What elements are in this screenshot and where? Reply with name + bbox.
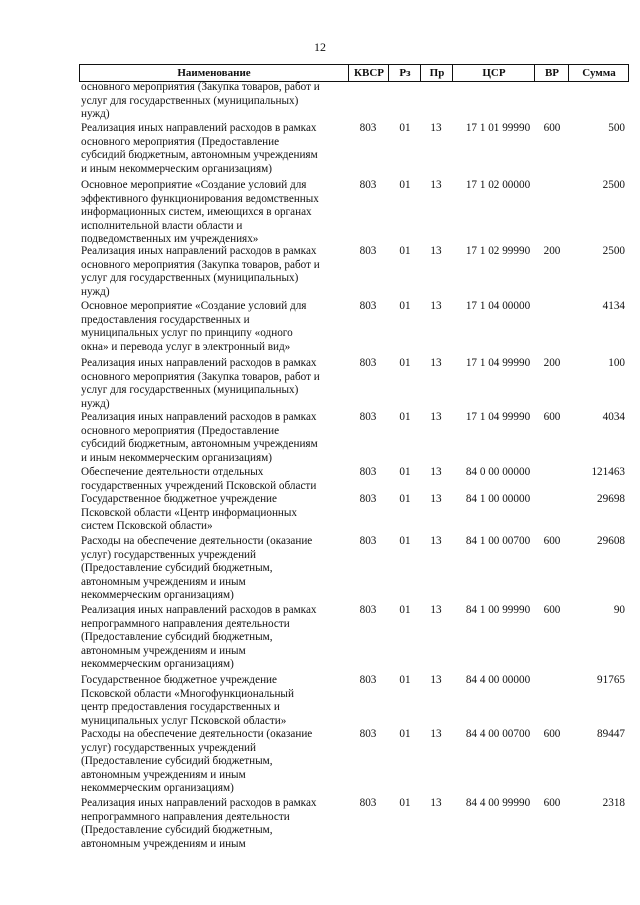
cell-pr: 13	[430, 604, 442, 616]
cell-name-line: систем Псковской области»	[81, 520, 213, 532]
cell-kvsr: 803	[359, 466, 377, 478]
cell-name-line: нужд)	[81, 108, 110, 120]
cell-name-line: предоставления государственных и	[81, 313, 250, 326]
cell-name-line: Основное мероприятие «Создание условий для	[81, 300, 307, 312]
cell-sum: 2500	[602, 245, 625, 257]
cell-pr: 13	[430, 674, 442, 686]
cell-rz: 01	[399, 357, 411, 369]
cell-name-line: Реализация иных направлений расходов в рамках	[81, 411, 317, 423]
cell-pr: 13	[430, 300, 442, 312]
cell-rz: 01	[399, 245, 411, 257]
cell-name-line: центр предоставления государственных и	[81, 701, 280, 713]
cell-name	[81, 466, 346, 493]
cell-name	[81, 411, 346, 465]
cell-name-line: субсидий бюджетным, автономным учреждениям	[81, 149, 318, 161]
cell-sum: 2318	[602, 797, 625, 809]
header-rz: Рз	[388, 65, 421, 81]
cell-pr: 13	[430, 466, 442, 478]
cell-vr: 600	[543, 411, 561, 423]
cell-name-line: Государственное бюджетное учреждение	[81, 493, 278, 505]
cell-sum: 100	[608, 357, 625, 369]
cell-name-line: окна» и перевода услуг в электронный вид»	[81, 340, 291, 353]
cell-name-line: основного мероприятия (Предоставление	[81, 424, 280, 437]
cell-kvsr: 803	[359, 728, 377, 740]
cell-name-line: Расходы на обеспечение деятельности (оказание	[81, 728, 313, 740]
cell-name-line: Расходы на обеспечение деятельности (оказание	[81, 535, 313, 547]
cell-name-line: непрограммного направления деятельности	[81, 810, 290, 823]
cell-name-line: субсидий бюджетным, автономным учреждениям	[81, 438, 318, 450]
cell-name	[81, 81, 346, 122]
cell-csr: 84 1 00 99990	[465, 604, 531, 616]
cell-name-line: автономным учреждениям и иным	[81, 768, 246, 781]
cell-sum: 4134	[602, 300, 625, 312]
cell-pr: 13	[430, 535, 442, 547]
cell-csr: 84 1 00 00700	[465, 535, 531, 547]
cell-vr: 600	[543, 122, 561, 134]
cell-name	[81, 728, 346, 796]
cell-pr: 13	[430, 411, 442, 423]
cell-rz: 01	[399, 535, 411, 547]
cell-name-line: Реализация иных направлений расходов в рамках	[81, 245, 317, 257]
cell-name	[81, 179, 346, 247]
cell-csr: 17 1 04 99990	[465, 411, 531, 423]
cell-name-line: муниципальных услуг по принципу «одного	[81, 327, 293, 339]
cell-vr: 600	[543, 604, 561, 616]
cell-name-line: Псковской области «Многофункциональный	[81, 687, 294, 700]
cell-name-line: Псковской области «Центр информационных	[81, 506, 298, 519]
cell-name	[81, 493, 346, 534]
cell-name-line: Реализация иных направлений расходов в рамках	[81, 122, 317, 134]
cell-csr: 84 1 00 00000	[465, 493, 531, 505]
cell-kvsr: 803	[359, 604, 377, 616]
cell-csr: 17 1 02 00000	[465, 179, 531, 191]
cell-vr: 600	[543, 728, 561, 740]
cell-name-line: нужд)	[81, 397, 110, 410]
cell-name	[81, 357, 346, 411]
cell-sum: 29698	[597, 493, 625, 505]
cell-sum: 500	[608, 122, 625, 134]
cell-pr: 13	[430, 493, 442, 505]
cell-name-line: Государственное бюджетное учреждение	[81, 674, 278, 686]
cell-name	[81, 674, 346, 728]
cell-name	[81, 797, 346, 851]
cell-name-line: некоммерческим организациям)	[81, 782, 234, 794]
cell-csr: 84 4 00 99990	[465, 797, 531, 809]
cell-rz: 01	[399, 604, 411, 616]
cell-name-line: (Предоставление субсидий бюджетным,	[81, 562, 273, 574]
cell-name	[81, 604, 346, 672]
cell-name-line: автономным учреждениям и иным	[81, 837, 246, 850]
header-vr: ВР	[534, 65, 569, 81]
cell-kvsr: 803	[359, 300, 377, 312]
cell-vr: 600	[543, 535, 561, 547]
cell-name-line: и иным некоммерческим организациям)	[81, 162, 272, 175]
cell-rz: 01	[399, 493, 411, 505]
header-kvsr: КВСР	[348, 65, 389, 81]
cell-pr: 13	[430, 245, 442, 257]
cell-sum: 2500	[602, 179, 625, 191]
cell-kvsr: 803	[359, 411, 377, 423]
cell-kvsr: 803	[359, 535, 377, 547]
header-csr: ЦСР	[452, 65, 535, 81]
cell-name-line: исполнительной власти области и	[81, 219, 243, 232]
cell-vr: 200	[543, 245, 561, 257]
cell-name	[81, 535, 346, 603]
header-name: Наименование	[177, 67, 251, 79]
cell-csr: 84 0 00 00000	[465, 466, 531, 478]
cell-pr: 13	[430, 179, 442, 191]
cell-csr: 17 1 02 99990	[465, 245, 531, 257]
cell-name-line: подведомственных им учреждениях»	[81, 233, 259, 245]
cell-name-line: муниципальных услуг Псковской области»	[81, 714, 287, 727]
cell-name-line: информационных систем, имеющихся в органах	[81, 206, 312, 218]
header-pr: Пр	[420, 65, 453, 81]
cell-name	[81, 245, 346, 299]
cell-rz: 01	[399, 466, 411, 478]
cell-name-line: услуг для государственных (муниципальных)	[81, 384, 299, 396]
cell-vr: 200	[543, 357, 561, 369]
cell-name-line: непрограммного направления деятельности	[81, 617, 290, 630]
cell-rz: 01	[399, 728, 411, 740]
cell-name-line: основного мероприятия (Закупка товаров, работ и	[81, 258, 320, 271]
cell-name-line: Обеспечение деятельности отдельных	[81, 466, 264, 478]
cell-csr: 84 4 00 00700	[465, 728, 531, 740]
cell-name-line: основного мероприятия (Предоставление	[81, 135, 280, 148]
cell-name-line: услуг) государственных учреждений	[81, 741, 257, 754]
cell-name-line: некоммерческим организациям)	[81, 658, 234, 670]
table-header	[79, 64, 629, 82]
cell-name-line: автономным учреждениям и иным	[81, 575, 246, 588]
cell-name-line: (Предоставление субсидий бюджетным,	[81, 755, 273, 767]
cell-kvsr: 803	[359, 674, 377, 686]
cell-name-line: основного мероприятия (Закупка товаров, работ и	[81, 370, 320, 383]
cell-name-line: основного мероприятия (Закупка товаров, работ и	[81, 81, 320, 93]
cell-name-line: Основное мероприятие «Создание условий для	[81, 179, 307, 191]
cell-pr: 13	[430, 122, 442, 134]
cell-name-line: некоммерческим организациям)	[81, 589, 234, 601]
cell-pr: 13	[430, 797, 442, 809]
page-number: 12	[314, 40, 326, 54]
cell-kvsr: 803	[359, 179, 377, 191]
cell-name-line: государственных учреждений Псковской области	[81, 479, 317, 492]
cell-pr: 13	[430, 357, 442, 369]
cell-sum: 121463	[591, 466, 625, 478]
cell-kvsr: 803	[359, 797, 377, 809]
cell-csr: 84 4 00 00000	[465, 674, 531, 686]
cell-kvsr: 803	[359, 245, 377, 257]
cell-sum: 4034	[602, 411, 625, 423]
cell-vr: 600	[543, 797, 561, 809]
cell-sum: 29608	[597, 535, 625, 547]
cell-name	[81, 122, 346, 176]
cell-name-line: (Предоставление субсидий бюджетным,	[81, 631, 273, 643]
cell-name-line: услуг для государственных (муниципальных)	[81, 272, 299, 284]
cell-name-line: эффективного функционирования ведомственных	[81, 192, 319, 205]
cell-name-line: Реализация иных направлений расходов в рамках	[81, 357, 317, 369]
cell-rz: 01	[399, 797, 411, 809]
cell-rz: 01	[399, 674, 411, 686]
cell-kvsr: 803	[359, 122, 377, 134]
cell-name-line: Реализация иных направлений расходов в рамках	[81, 797, 317, 809]
cell-name-line: (Предоставление субсидий бюджетным,	[81, 824, 273, 836]
cell-name-line: услуг для государственных (муниципальных)	[81, 94, 299, 107]
cell-csr: 17 1 01 99990	[465, 122, 531, 134]
cell-name-line: автономным учреждениям и иным	[81, 644, 246, 657]
cell-rz: 01	[399, 122, 411, 134]
cell-name-line: и иным некоммерческим организациям)	[81, 451, 272, 464]
cell-rz: 01	[399, 411, 411, 423]
cell-sum: 90	[613, 604, 625, 616]
cell-kvsr: 803	[359, 357, 377, 369]
cell-kvsr: 803	[359, 493, 377, 505]
cell-name-line: Реализация иных направлений расходов в рамках	[81, 604, 317, 616]
header-sum: Сумма	[568, 65, 629, 81]
cell-sum: 91765	[597, 674, 625, 686]
cell-rz: 01	[399, 179, 411, 191]
cell-rz: 01	[399, 300, 411, 312]
cell-sum: 89447	[597, 728, 625, 740]
cell-csr: 17 1 04 00000	[465, 300, 531, 312]
cell-name-line: услуг) государственных учреждений	[81, 548, 257, 561]
cell-pr: 13	[430, 728, 442, 740]
cell-name	[81, 300, 346, 354]
cell-name-line: нужд)	[81, 285, 110, 298]
cell-csr: 17 1 04 99990	[465, 357, 531, 369]
